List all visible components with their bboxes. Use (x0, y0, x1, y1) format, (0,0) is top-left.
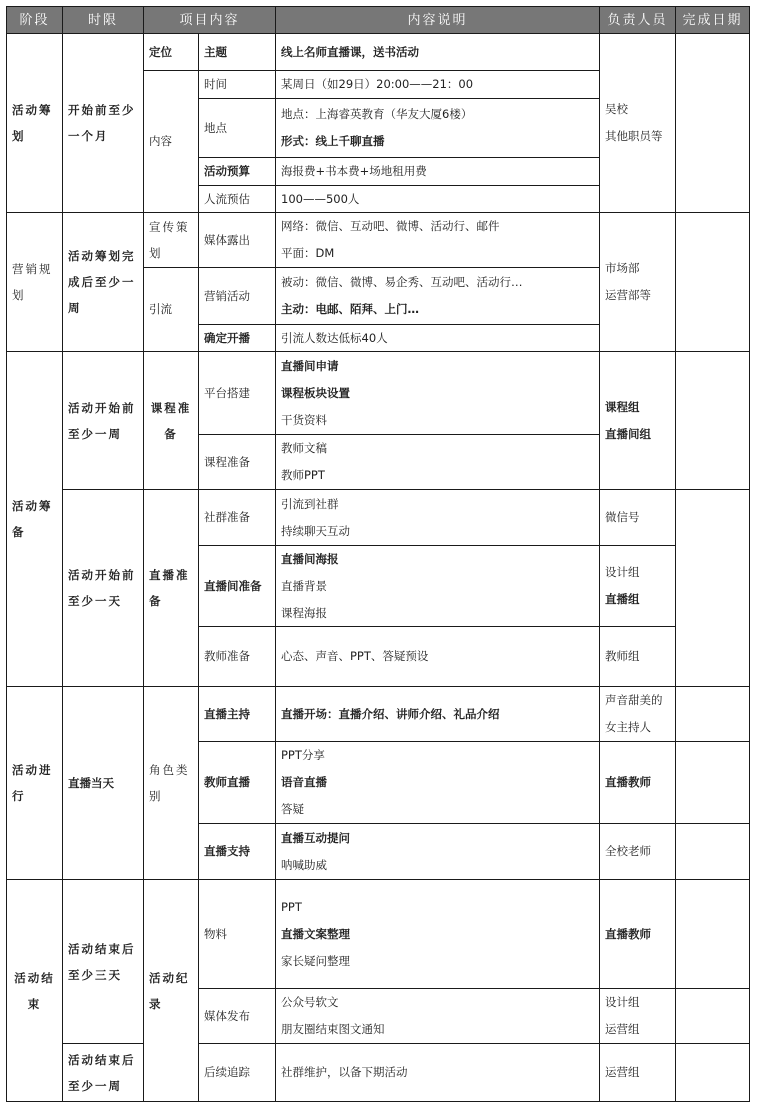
planning-done-date (675, 33, 750, 213)
marketing-market-label: 营销活动 (198, 267, 276, 325)
marketing-done-date (675, 212, 750, 352)
closing-publish-label: 媒体发布 (198, 988, 276, 1044)
closing-stage: 活动结束 (6, 879, 63, 1102)
live-period: 直播当天 (62, 686, 144, 880)
live-host-label: 直播主持 (198, 686, 276, 742)
planning-people-value: 100——500人 (275, 185, 600, 213)
header-description: 内容说明 (275, 6, 600, 34)
prep-teacher-label: 教师准备 (198, 626, 276, 687)
planning-subject-label: 定位 (143, 33, 199, 71)
live-lecture-value: PPT分享 语音直播 答疑 (275, 741, 600, 824)
header-period: 时限 (62, 6, 144, 34)
live-host-value: 直播开场：直播介绍、讲师介绍、礼品介绍 (275, 686, 600, 742)
prep-teacher-owner: 教师组 (599, 626, 676, 687)
planning-budget-value: 海报费+书本费+场地租用费 (275, 157, 600, 186)
closing-record-label: 活动纪录 (143, 879, 199, 1102)
prep-platform-label: 平台搭建 (198, 351, 276, 435)
planning-budget-label: 活动预算 (198, 157, 276, 186)
live-support-owner: 全校老师 (599, 823, 676, 880)
planning-topic-value: 线上名师直播课，送书活动 (275, 33, 600, 71)
header-done-date: 完成日期 (675, 6, 750, 34)
marketing-media-label: 媒体露出 (198, 212, 276, 268)
marketing-media-value: 网络：微信、互动吧、微博、活动行、邮件 平面：DM (275, 212, 600, 268)
prep-group-value: 引流到社群 持续聊天互动 (275, 489, 600, 546)
prep-room-owner: 设计组 直播组 (599, 545, 676, 627)
prep-teacher-value: 心态、声音、PPT、答疑预设 (275, 626, 600, 687)
planning-place-value: 地点：上海睿英教育（华友大厦6楼） 形式：线上千聊直播 (275, 98, 600, 158)
activity-plan-table (6, 6, 750, 1102)
planning-place-label: 地点 (198, 98, 276, 158)
closing-follow-value: 社群维护，以备下期活动 (275, 1043, 600, 1102)
marketing-market-value: 被动：微信、微博、易企秀、互动吧、活动行… 主动：电邮、陌拜、上门… (275, 267, 600, 325)
marketing-owner: 市场部 运营部等 (599, 212, 676, 352)
prep-group-label: 社群准备 (198, 489, 276, 546)
live-host-done-date (675, 686, 750, 742)
planning-owner: 吴校 其他职员等 (599, 33, 676, 213)
planning-time-label: 时间 (198, 70, 276, 99)
planning-stage: 活动筹划 (6, 33, 63, 213)
live-stage: 活动进行 (6, 686, 63, 880)
closing-material-done-date (675, 879, 750, 989)
closing-follow-owner: 运营组 (599, 1043, 676, 1102)
prep-room-label: 直播间准备 (198, 545, 276, 627)
header-project: 项目内容 (143, 6, 276, 34)
prep-done-date-1 (675, 351, 750, 490)
live-host-owner: 声音甜美的 女主持人 (599, 686, 676, 742)
planning-topic-label: 主题 (198, 33, 276, 71)
prep-stage: 活动筹备 (6, 351, 63, 687)
prep-live-label: 直播准备 (143, 489, 199, 687)
prep-owner-1: 课程组 直播间组 (599, 351, 676, 490)
closing-publish-done-date (675, 988, 750, 1044)
prep-coursework-label: 课程准备 (198, 434, 276, 490)
live-lecture-done-date (675, 741, 750, 824)
prep-platform-value: 直播间申请 课程板块设置 干货资料 (275, 351, 600, 435)
marketing-traffic-label: 引流 (143, 267, 199, 352)
prep-coursework-value: 教师文稿 教师PPT (275, 434, 600, 490)
closing-period-1: 活动结束后至少三天 (62, 879, 144, 1044)
header-owner: 负责人员 (599, 6, 676, 34)
prep-period-2: 活动开始前至少一天 (62, 489, 144, 687)
planning-content-label: 内容 (143, 70, 199, 213)
live-support-value: 直播互动提问 呐喊助威 (275, 823, 600, 880)
marketing-stage: 营销规划 (6, 212, 63, 352)
closing-material-owner: 直播教师 (599, 879, 676, 989)
planning-time-value: 某周日（如29日）20:00——21：00 (275, 70, 600, 99)
prep-room-value: 直播间海报 直播背景 课程海报 (275, 545, 600, 627)
closing-material-value: PPT 直播文案整理 家长疑问整理 (275, 879, 600, 989)
marketing-confirm-label: 确定开播 (198, 324, 276, 352)
closing-publish-value: 公众号软文 朋友圈结束图文通知 (275, 988, 600, 1044)
live-lecture-owner: 直播教师 (599, 741, 676, 824)
closing-follow-done-date (675, 1043, 750, 1102)
live-support-done-date (675, 823, 750, 880)
closing-material-label: 物料 (198, 879, 276, 989)
prep-done-date-2 (675, 489, 750, 687)
prep-group-owner: 微信号 (599, 489, 676, 546)
live-role-label: 角色类别 (143, 686, 199, 880)
marketing-promo-label: 宣传策划 (143, 212, 199, 268)
marketing-confirm-value: 引流人数达低标40人 (275, 324, 600, 352)
live-support-label: 直播支持 (198, 823, 276, 880)
closing-follow-label: 后续追踪 (198, 1043, 276, 1102)
prep-course-label: 课程准备 (143, 351, 199, 490)
planning-people-label: 人流预估 (198, 185, 276, 213)
live-lecture-label: 教师直播 (198, 741, 276, 824)
prep-period-1: 活动开始前至少一周 (62, 351, 144, 490)
closing-publish-owner: 设计组 运营组 (599, 988, 676, 1044)
planning-period: 开始前至少一个月 (62, 33, 144, 213)
header-stage: 阶段 (6, 6, 63, 34)
closing-period-2: 活动结束后至少一周 (62, 1043, 144, 1102)
marketing-period: 活动筹划完成后至少一周 (62, 212, 144, 352)
